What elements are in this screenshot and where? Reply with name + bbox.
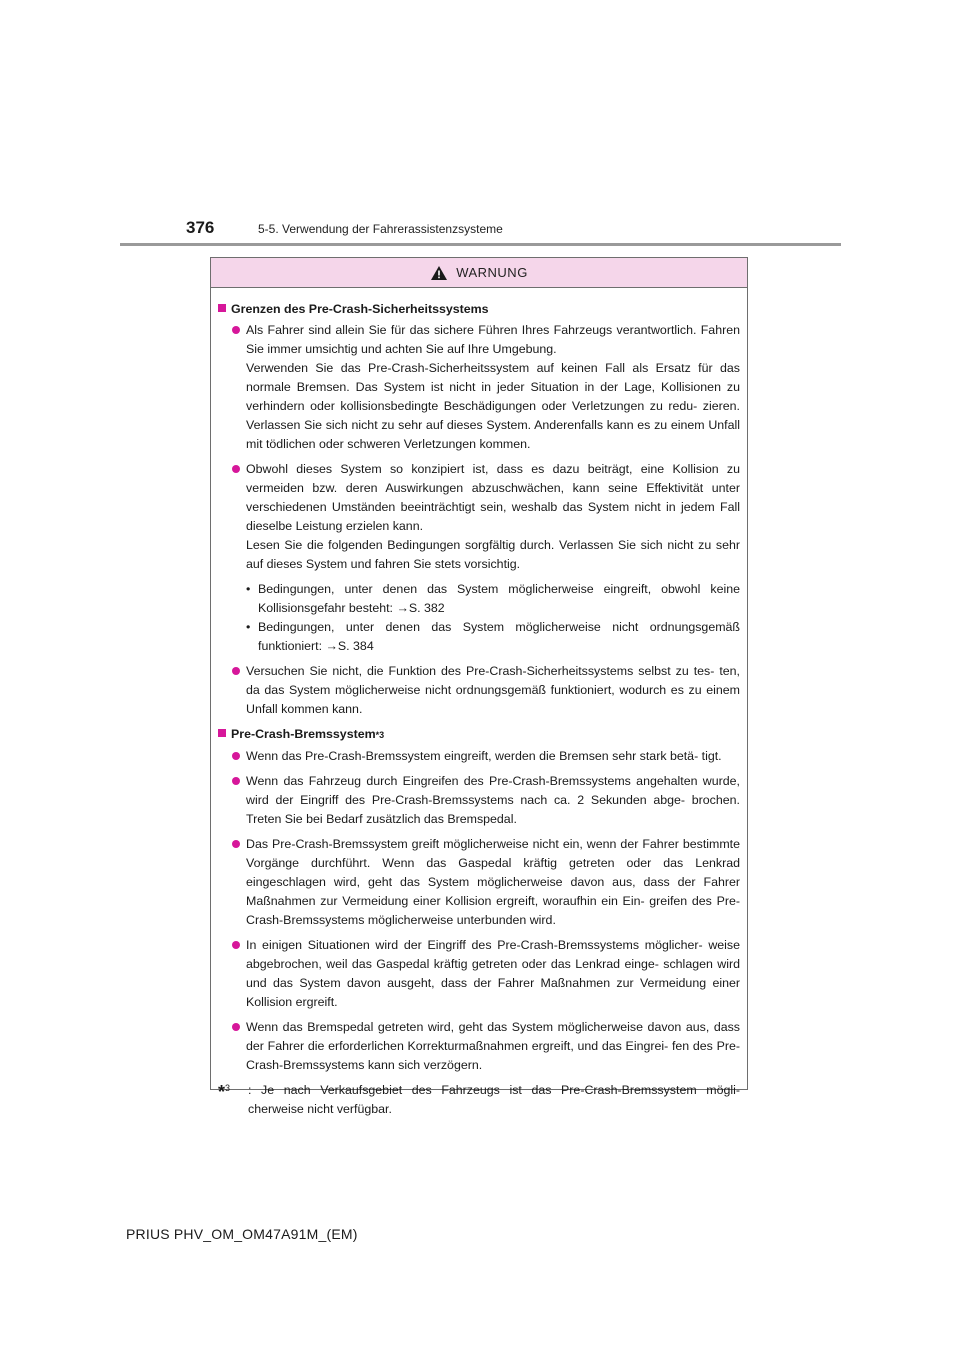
section-heading-text: Grenzen des Pre-Crash-Sicherheitssystems — [231, 302, 489, 316]
footnote — [218, 1081, 740, 1119]
list-item — [232, 936, 740, 1012]
sub-list — [246, 580, 740, 656]
bullet-dot-icon — [232, 465, 240, 473]
list-item — [232, 662, 740, 719]
paragraph: Das Pre-Crash-Bremssystem greift möglicherweise nicht ein, wenn der Fahrer bestimmte Vorgänge durchführt. Wenn das Gaspedal kräftig getreten oder das Lenkrad eingeschlagen wird, geht das System möglicherweise davon aus, dass der Fahrer Maßnahmen zur Vermeidung einer Kollision ergreift, woraufhin ein Ein- greifen des Pre-Crash-Bremssystems möglicherweise unterbunden wird. — [246, 837, 740, 927]
sub-list-item: • Bedingungen, unter denen das System möglicherweise nicht ordnungsgemäß funktioniert: →S. 384 — [246, 618, 740, 656]
paragraph: In einigen Situationen wird der Eingriff des Pre-Crash-Bremssystems möglicher- weise abgebrochen, weil das Gaspedal kräftig getreten oder das Lenkrad einge- schlagen wird und das System davon ausgeht, dass der Fahrer Maßnahmen zur Vermeidung einer Kollision ergreift. — [246, 938, 740, 1009]
list-item — [232, 747, 740, 766]
document-id: PRIUS PHV_OM_OM47A91M_(EM) — [126, 1226, 358, 1242]
section-title: 5-5. Verwendung der Fahrerassistenzsysteme — [258, 222, 503, 236]
section-heading — [218, 725, 740, 745]
square-bullet-icon — [218, 304, 226, 312]
list-item — [232, 835, 740, 930]
warning-title: WARNUNG — [456, 265, 528, 280]
paragraph: Lesen Sie die folgenden Bedingungen sorgfältig durch. Verlassen Sie sich nicht zu sehr auf dieses System und fahren Sie stets vorsichtig. — [246, 538, 740, 571]
bullet-dot-icon — [232, 326, 240, 334]
paragraph: Verwenden Sie das Pre-Crash-Sicherheitssystem auf keinen Fall als Ersatz für das normale Bremsen. Das System ist nicht in jeder Situation in der Lage, Kollisionen zu verhindern oder kollisionsbedingte Beschädigungen oder Verletzungen zu redu- zieren. Verlassen Sie sich nicht zu sehr auf dieses System. Anderenfalls kann es zu einem Unfall mit tödlichen oder schweren Verletzungen kommen. — [246, 361, 740, 451]
square-bullet-icon — [218, 729, 226, 737]
warning-body — [211, 288, 747, 1119]
bullet-dot-icon — [232, 667, 240, 675]
footnote-text: : Je nach Verkaufsgebiet des Fahrzeugs ist das Pre-Crash-Bremssystem mögli- cherweise nicht verfügbar. — [248, 1083, 740, 1116]
warning-box — [210, 257, 748, 1116]
bullet-dot-icon — [232, 777, 240, 785]
list-item — [232, 460, 740, 656]
paragraph: Wenn das Pre-Crash-Bremssystem eingreift, werden die Bremsen sehr stark betä- tigt. — [246, 749, 722, 763]
page-number: 376 — [186, 218, 215, 237]
paragraph: Wenn das Bremspedal getreten wird, geht das System möglicherweise davon aus, dass der Fahrer die erforderlichen Korrekturmaßnahmen ergreift, und das Eingrei- fen des Pre-Crash-Bremssystems kann sich verzögern. — [246, 1020, 740, 1072]
footnote-marker: $*_3$ — [218, 1082, 231, 1102]
section-heading-text: Pre-Crash-Bremssystem — [231, 727, 376, 741]
paragraph: Als Fahrer sind allein Sie für das sichere Führen Ihres Fahrzeugs verantwortlich. Fahren Sie immer umsichtig und achten Sie auf Ihre Umgebung. — [246, 323, 740, 356]
sub-list-item-text: Bedingungen, unter denen das System möglicherweise eingreift, obwohl keine Kollisionsgefahr besteht: →S. 382 — [258, 582, 740, 615]
paragraph: Obwohl dieses System so konzipiert ist, dass es dazu beiträgt, eine Kollision zu vermeiden bzw. deren Auswirkungen abzuschwächen, kann seine Effektivität unter verschiedenen Umständen beeinträchtigt sein, weshalb das System nicht in jedem Fall dieselbe Leistung erzielen kann. — [246, 462, 740, 533]
bullet-dot-icon — [232, 941, 240, 949]
header-divider — [120, 243, 841, 246]
bullet-dot-icon — [232, 752, 240, 760]
paragraph: Versuchen Sie nicht, die Funktion des Pre-Crash-Sicherheitssystems selbst zu tes- ten, da das System möglicherweise nicht ordnungsgemäß funktioniert, wodurch es zu einem Unfall kommen kann. — [246, 664, 740, 716]
paragraph: Wenn das Fahrzeug durch Eingreifen des Pre-Crash-Bremssystems angehalten wurde, wird der Eingriff des Pre-Crash-Bremssystems nach ca. 2 Sekunden abge- brochen. Treten Sie bei Bedarf zusätzlich das Bremspedal. — [246, 774, 740, 826]
bullet-dot-icon — [232, 1023, 240, 1031]
section-heading — [218, 300, 740, 319]
warning-triangle-icon — [430, 265, 448, 281]
sub-list-item-text: Bedingungen, unter denen das System möglicherweise nicht ordnungsgemäß funktioniert: →S. 384 — [258, 620, 740, 653]
sub-list-item: • Bedingungen, unter denen das System möglicherweise eingreift, obwohl keine Kollisionsgefahr besteht: →S. 382 — [246, 580, 740, 618]
warning-header — [211, 258, 747, 288]
list-item — [232, 1018, 740, 1075]
list-item — [232, 772, 740, 829]
footnote-reference: *3 — [375, 730, 385, 740]
bullet-dot-icon — [232, 840, 240, 848]
list-item — [232, 321, 740, 454]
